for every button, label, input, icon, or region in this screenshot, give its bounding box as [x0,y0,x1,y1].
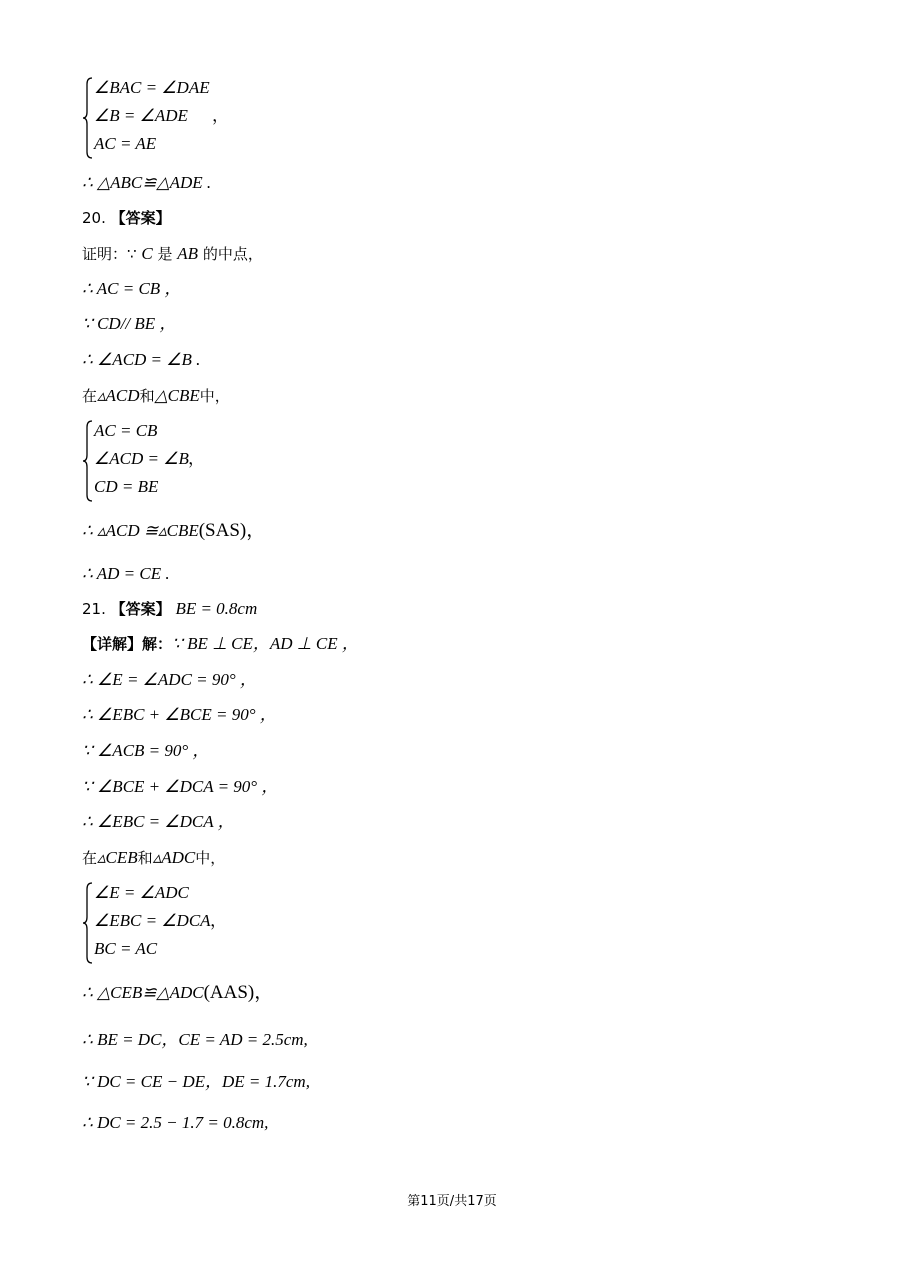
conclusion-line: ∴ △ABC≌△ADE . [82,173,212,192]
equation-system-1 [82,76,342,160]
equation-row: ∠BAC = ∠DAE [94,78,210,97]
proof-line: ∴ ∠ACD = ∠B . [82,350,201,369]
congruence-line: ∴ ▵ACD ≅▵CBE(SAS)， [82,520,266,541]
triangle-compare-line: 在▵CEB和▵ADC中， [82,848,226,867]
answer-label: 【答案】 [110,209,171,227]
comma-mark: ， [210,911,227,930]
proof-line: ∴ DC = 2.5 − 1.7 = 0.8cm, [82,1113,269,1132]
proof-line: ∴ AD = CE . [82,564,170,583]
proof-line: ∴ ∠E = ∠ADC = 90° ， [82,670,257,689]
equation-row: CD = BE [94,477,159,496]
question-number: 20. [82,209,106,227]
equation-row: AC = CB [94,421,158,440]
proof-line: ∴ AC = CB ， [82,279,182,298]
proof-line: ∵ CD// BE ， [82,314,177,333]
proof-intro-line: 证明：∵ C 是 AB 的中点， [82,244,263,263]
equation-row: ∠E = ∠ADC [94,883,189,902]
equation-system-2 [82,419,342,503]
congruence-line: ∴ △CEB≌△ADC(AAS)， [82,982,274,1003]
equation-system-3 [82,881,342,965]
answer-value: BE = 0.8cm [175,599,258,618]
comma-mark: ， [212,106,229,125]
question-20-header [82,207,171,229]
left-brace-icon [82,76,94,160]
detail-intro-line: 【详解】解：∵ BE ⊥ CE，AD ⊥ CE ， [82,634,359,653]
proof-line: ∵ ∠ACB = 90° ， [82,741,210,760]
question-21-header [82,598,257,620]
left-brace-icon [82,881,94,965]
left-brace-icon [82,419,94,503]
page-footer: 第11页/共17页 [407,1194,497,1209]
equation-row: ∠ACD = ∠B [94,449,189,468]
comma-mark: ， [188,449,205,468]
proof-line: ∵ ∠BCE + ∠DCA = 90° ， [82,777,279,796]
equation-row: BC = AC [94,939,158,958]
answer-label: 【答案】 [110,600,171,618]
proof-line: ∴ ∠EBC + ∠BCE = 90° ， [82,705,277,724]
question-number: 21. [82,600,106,618]
equation-row: ∠EBC = ∠DCA [94,911,211,930]
proof-line: ∴ BE = DC，CE = AD = 2.5cm, [82,1030,308,1049]
proof-line: ∴ ∠EBC = ∠DCA ， [82,812,235,831]
equation-row: AC = AE [94,134,157,153]
triangle-compare-line: 在▵ACD和△CBE中， [82,386,230,405]
proof-line: ∵ DC = CE − DE，DE = 1.7cm, [82,1072,310,1091]
equation-row: ∠B = ∠ADE [94,106,188,125]
